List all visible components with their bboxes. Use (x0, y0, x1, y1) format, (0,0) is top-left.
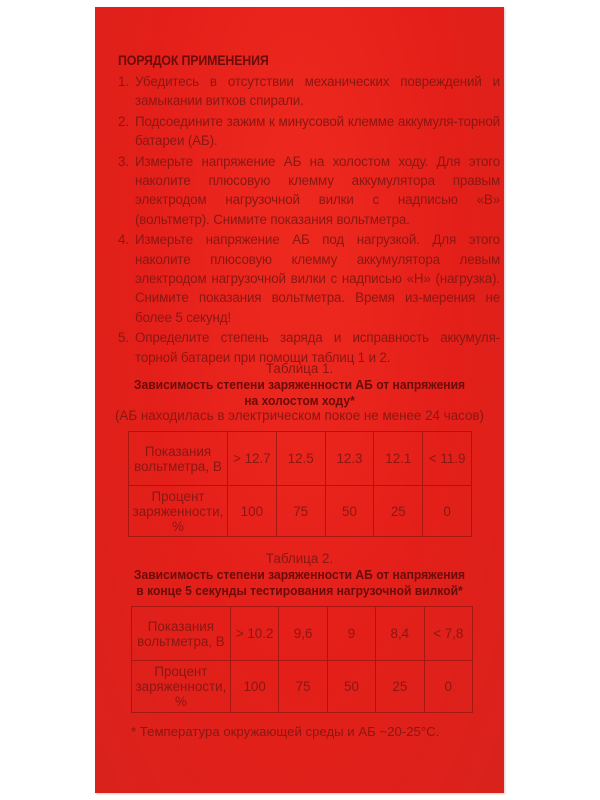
table-cell: 50 (327, 661, 375, 713)
table-cell: 75 (276, 486, 325, 537)
table-cell: > 10.2 (230, 607, 279, 661)
table-cell: 0 (424, 661, 472, 713)
table1-label: Таблица 1. (265, 361, 334, 376)
table-cell: 75 (279, 661, 327, 713)
table-cell: 12.1 (374, 432, 423, 486)
step-item (118, 112, 500, 151)
table-cell: 9 (327, 607, 375, 661)
step-text: Подсоедините зажим к минусовой клемме аккумуля-торной батареи (АБ). (135, 113, 500, 149)
table-cell: 8,4 (376, 607, 424, 661)
table-cell: 50 (325, 486, 374, 537)
table-cell: 100 (227, 486, 276, 537)
table1-note: (АБ находилась в электрическом покое не менее 24 часов) (114, 408, 485, 423)
table2-label: Таблица 2. (265, 551, 334, 566)
table2-title-line1: Зависимость степени заряженности АБ от напряжения (133, 567, 466, 582)
table-row (129, 432, 472, 486)
table-row (132, 607, 473, 661)
table1 (128, 431, 472, 537)
steps-list (118, 72, 500, 367)
table-cell: < 11.9 (423, 432, 472, 486)
row-header: Процент заряженности, % (132, 661, 231, 713)
table-cell: 25 (374, 486, 423, 537)
table-cell: 12.5 (276, 432, 325, 486)
step-text: Определите степень заряда и исправность аккумуля-торной батареи при помощи таблиц 1 и 2. (135, 330, 500, 365)
table-row (132, 661, 473, 713)
table-row (129, 486, 472, 537)
step-number: 5. (118, 330, 129, 346)
table-cell: 12.3 (325, 432, 374, 486)
table-cell: 9,6 (279, 607, 327, 661)
table-cell: 100 (230, 661, 279, 713)
row-header: Процент заряженности, % (129, 486, 228, 537)
step-number: 2. (118, 113, 129, 129)
step-item (118, 72, 500, 111)
step-number: 4. (118, 232, 129, 248)
table-cell: 25 (376, 661, 424, 713)
step-text: Убедитесь в отсутствии механических повреждений и замыкании витков спирали. (135, 74, 500, 109)
table2 (131, 606, 473, 713)
row-header: Показания вольтметра, В (132, 607, 231, 661)
row-header: Показания вольтметра, В (129, 432, 228, 486)
step-number: 3. (118, 153, 129, 169)
step-item (118, 152, 500, 230)
table-cell: < 7,8 (424, 607, 472, 661)
table1-title-line1: Зависимость степени заряженности АБ от напряжения (133, 377, 466, 392)
footnote: * Температура окружающей среды и АБ ~20-25°С. (131, 724, 440, 739)
table-cell: > 12.7 (227, 432, 276, 486)
section-heading: ПОРЯДОК ПРИМЕНЕНИЯ (118, 53, 269, 68)
table2-title-line2: в конце 5 секунды тестирования нагрузочной вилкой* (136, 583, 463, 598)
table1-title-line2: на холостом ходу* (244, 393, 355, 408)
table-cell: 0 (423, 486, 472, 537)
step-item (118, 230, 500, 327)
step-text: Измерьте напряжение АБ на холостом ходу. Для этого наколите плюсовую клемму аккумулятора правым электродом нагрузочной вилки с надписью «В» (вольтметр). Снимите показания вольтметра. (135, 153, 500, 227)
step-text: Измерьте напряжение АБ под нагрузкой. Для этого наколите плюсовую клемму аккумулятора левым электродом нагрузочной вилки с надписью «Н» (нагрузка). Снимите показания вольтметра. Время из-мерения не более 5 секунд! (135, 232, 500, 325)
step-number: 1. (118, 74, 129, 89)
